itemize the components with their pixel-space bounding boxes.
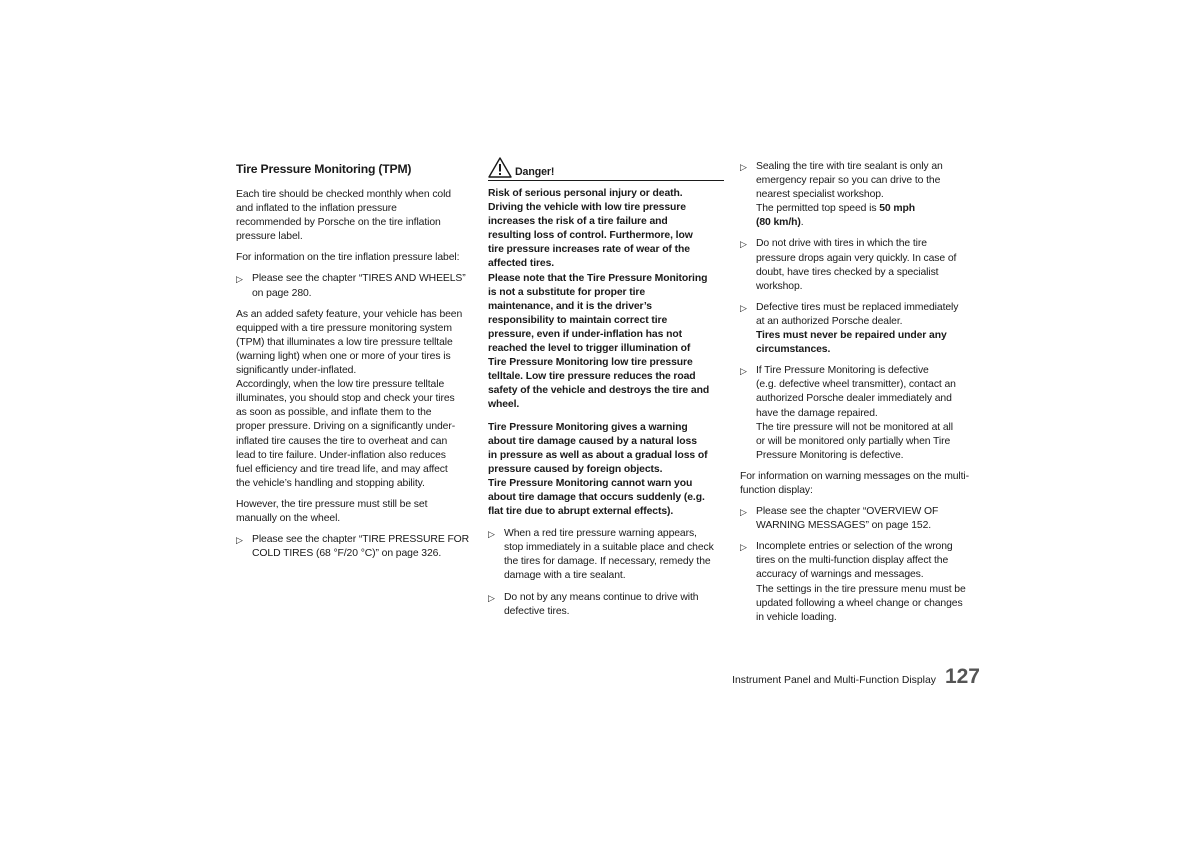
- bullet-triangle-icon: ▷: [488, 592, 495, 603]
- text-line: in vehicle loading.: [756, 611, 837, 623]
- bullet-see-tires-wheels: [236, 272, 476, 300]
- text-line: safety of the vehicle and destroys the tire and: [488, 385, 710, 397]
- text-line: Pressure Monitoring is defective.: [756, 449, 904, 461]
- top-speed-text: The permitted top speed is: [756, 203, 880, 215]
- bullet-triangle-icon: ▷: [740, 239, 747, 250]
- text-line: authorized Porsche dealer immediately and: [756, 393, 952, 405]
- bullet-pressure-drops: [740, 237, 980, 293]
- text-line: on page 280.: [252, 287, 312, 299]
- text-line: wheel.: [488, 399, 520, 411]
- text-line: nearest specialist workshop.: [756, 189, 884, 201]
- text-line: However, the tire pressure must still be set: [236, 498, 428, 510]
- bullet-triangle-icon: ▷: [740, 366, 747, 377]
- text-line: Please see the chapter “TIRE PRESSURE FOR: [252, 534, 470, 546]
- paragraph-info-label: [236, 251, 476, 265]
- text-line: defective tires.: [504, 605, 570, 617]
- text-line: Tire Pressure Monitoring cannot warn you: [488, 477, 693, 489]
- text-line: For information on warning messages on the multi-: [740, 470, 969, 482]
- bullet-triangle-icon: ▷: [740, 507, 747, 518]
- text-line: significantly under-inflated.: [236, 365, 357, 377]
- top-speed-kmh: (80 km/h): [756, 217, 801, 229]
- bullet-tpm-defective: [740, 364, 980, 463]
- text-line: manually on the wheel.: [236, 512, 341, 524]
- bullet-see-overview: [740, 505, 980, 533]
- bullet-see-cold-tires: [236, 533, 476, 561]
- text-line: or will be monitored only partially when Tire: [756, 435, 951, 447]
- text-line: Sealing the tire with tire sealant is only an: [756, 161, 943, 172]
- warning-triangle-icon: [488, 157, 512, 178]
- paragraph-check-monthly: [236, 188, 476, 244]
- text-line: Driving the vehicle with low tire pressure: [488, 202, 686, 214]
- page-number: 127: [944, 665, 980, 688]
- text-line: For information on the tire inflation pressure label:: [236, 252, 460, 264]
- text-line-bold: circumstances.: [756, 344, 831, 356]
- text-line: emergency repair so you can drive to the: [756, 175, 941, 187]
- text-line: stop immediately in a suitable place and check: [504, 542, 714, 554]
- text-line: (TPM) that illuminates a low tire pressure telltale: [236, 336, 453, 348]
- bullet-triangle-icon: ▷: [236, 535, 243, 546]
- column-right: [740, 160, 980, 632]
- text-line: Do not drive with tires in which the tire: [756, 238, 927, 250]
- text-line: maintenance, and it is the driver’s: [488, 300, 652, 312]
- text-line-bold: Tires must never be repaired under any: [756, 330, 947, 342]
- text-line: recommended by Porsche on the tire inflation: [236, 217, 441, 229]
- column-left: [236, 160, 476, 568]
- text-line: fuel efficiency and tire tread life, and may affect: [236, 463, 448, 475]
- text-line: Accordingly, when the low tire pressure telltale: [236, 379, 445, 391]
- top-speed-kmh-line: [756, 216, 980, 230]
- text-line: affected tires.: [488, 258, 555, 270]
- text-line: resulting loss of control. Furthermore, low: [488, 230, 693, 242]
- text-line: equipped with a tire pressure monitoring system: [236, 322, 452, 334]
- danger-header: [488, 156, 724, 181]
- text-line: the vehicle’s handling and stopping ability.: [236, 477, 425, 489]
- text-line: illuminates, you should stop and check your tires: [236, 393, 455, 405]
- text-line: Do not by any means continue to drive with: [504, 591, 699, 603]
- footer-section-title: Instrument Panel and Multi-Function Display: [732, 675, 936, 686]
- text-line: have the damage repaired.: [756, 407, 878, 419]
- text-line: accuracy of warnings and messages.: [756, 569, 924, 581]
- text-line: Defective tires must be replaced immediately: [756, 301, 959, 313]
- text-line: lead to tire failure. Under-inflation also reduces: [236, 449, 446, 461]
- top-speed-period: .: [800, 217, 804, 229]
- paragraph-tpm-feature: [236, 308, 476, 491]
- text-line: pressure caused by foreign objects.: [488, 463, 663, 475]
- text-line: (warning light) when one or more of your tires is: [236, 350, 451, 362]
- text-line: workshop.: [756, 280, 803, 292]
- bullet-do-not-drive: [488, 591, 724, 619]
- section-heading: Tire Pressure Monitoring (TPM): [236, 162, 412, 176]
- text-line: pressure, even if under-inflation has not: [488, 328, 682, 340]
- text-line: Tire Pressure Monitoring gives a warning: [488, 421, 688, 433]
- column-middle: [488, 160, 724, 626]
- text-line: increases the risk of a tire failure and: [488, 216, 668, 228]
- bullet-triangle-icon: ▷: [740, 542, 747, 553]
- text-line: about tire damage that occurs suddenly (e.g.: [488, 491, 705, 503]
- text-line: Please note that the Tire Pressure Monitoring: [488, 272, 708, 284]
- text-line: Please see the chapter “TIRES AND WHEELS”: [252, 273, 466, 285]
- top-speed-mph: 50 mph: [879, 203, 915, 215]
- text-line: at an authorized Porsche dealer.: [756, 315, 903, 327]
- text-line: doubt, have tires checked by a specialist: [756, 266, 939, 278]
- text-line: WARNING MESSAGES” on page 152.: [756, 520, 932, 532]
- bullet-tire-sealant: [740, 160, 980, 230]
- text-line: If Tire Pressure Monitoring is defective: [756, 365, 929, 377]
- text-line: in pressure as well as about a gradual loss of: [488, 449, 708, 461]
- text-line: Risk of serious personal injury or death.: [488, 188, 683, 199]
- text-line: (e.g. defective wheel transmitter), contact an: [756, 379, 956, 391]
- text-line: Each tire should be checked monthly when cold: [236, 189, 451, 200]
- danger-paragraph-warning-limits: [488, 421, 724, 520]
- text-line: and inflated to the inflation pressure: [236, 203, 397, 215]
- text-line: as soon as possible, and inflate them to the: [236, 407, 432, 419]
- text-line: pressure drops again very quickly. In case of: [756, 252, 957, 264]
- text-line: Incomplete entries or selection of the wrong: [756, 541, 953, 553]
- paragraph-warning-messages-info: [740, 470, 980, 498]
- page-footer: [724, 662, 980, 688]
- text-line: COLD TIRES (68 °F/20 °C)” on page 326.: [252, 548, 442, 560]
- text-line: flat tire due to abrupt external effects).: [488, 506, 674, 518]
- text-line: pressure label.: [236, 231, 303, 243]
- bullet-triangle-icon: ▷: [488, 529, 495, 540]
- text-line: the tires for damage. If necessary, remedy the: [504, 556, 711, 568]
- text-line: As an added safety feature, your vehicle has been: [236, 308, 463, 320]
- text-line: The settings in the tire pressure menu must be: [756, 583, 966, 595]
- text-line: function display:: [740, 484, 813, 496]
- bullet-triangle-icon: ▷: [236, 274, 243, 285]
- bullet-defective-tires: [740, 301, 980, 357]
- danger-label: Danger!: [515, 166, 555, 178]
- text-line: The tire pressure will not be monitored at all: [756, 421, 953, 433]
- text-line: responsibility to maintain correct tire: [488, 314, 668, 326]
- text-line: tires on the multi-function display affect the: [756, 555, 949, 567]
- danger-paragraph-risk: [488, 187, 724, 413]
- bullet-red-warning: [488, 527, 724, 583]
- text-line: reached the level to trigger illumination of: [488, 343, 691, 355]
- text-line: proper pressure. Driving on a significantly under-: [236, 421, 456, 433]
- text-line: about tire damage caused by a natural loss: [488, 435, 697, 447]
- text-line: Please see the chapter “OVERVIEW OF: [756, 506, 939, 518]
- bullet-triangle-icon: ▷: [740, 302, 747, 313]
- text-line: damage with a tire sealant.: [504, 570, 626, 582]
- text-line: is not a substitute for proper tire: [488, 286, 645, 298]
- text-line: inflated tire causes the tire to overheat and can: [236, 435, 448, 447]
- text-line: Tire Pressure Monitoring low tire pressure: [488, 357, 693, 369]
- top-speed-line: [756, 202, 980, 216]
- text-line: updated following a wheel change or changes: [756, 597, 963, 609]
- bullet-incomplete-entries: [740, 540, 980, 625]
- text-line: When a red tire pressure warning appears,: [504, 528, 697, 540]
- text-line: tire pressure increases rate of wear of the: [488, 244, 690, 256]
- paragraph-manual-set: [236, 498, 476, 526]
- bullet-triangle-icon: ▷: [740, 162, 747, 172]
- text-line: telltale. Low tire pressure reduces the road: [488, 371, 696, 383]
